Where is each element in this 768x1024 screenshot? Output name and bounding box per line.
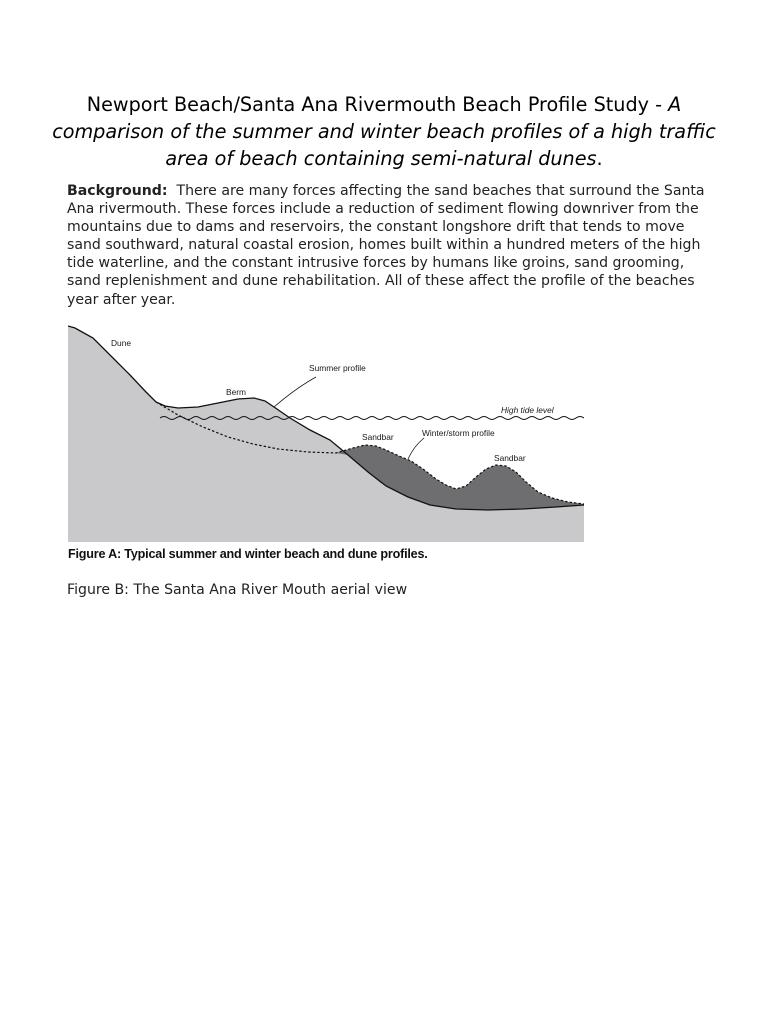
title-end: . bbox=[596, 147, 603, 170]
label-sandbar-left: Sandbar bbox=[362, 432, 394, 442]
page-title bbox=[40, 91, 728, 172]
label-summer-profile: Summer profile bbox=[309, 363, 366, 373]
label-berm: Berm bbox=[226, 387, 247, 397]
figure-a-beach-profile-diagram bbox=[68, 322, 584, 568]
label-winter-storm-profile: Winter/storm profile bbox=[422, 428, 495, 438]
beach-profile-svg bbox=[68, 322, 584, 568]
label-high-tide-level: High tide level bbox=[501, 405, 554, 415]
title-plain: Newport Beach/Santa Ana Rivermouth Beach Profile Study - bbox=[86, 93, 669, 116]
figure-a-caption: Figure A: Typical summer and winter beach and dune profiles. bbox=[68, 547, 428, 561]
background-paragraph bbox=[67, 182, 717, 309]
figure-b-caption: Figure B: The Santa Ana River Mouth aerial view bbox=[67, 582, 408, 598]
label-dune: Dune bbox=[111, 338, 132, 348]
label-sandbar-right: Sandbar bbox=[494, 453, 526, 463]
title-italic-subtitle: A comparison of the summer and winter beach profiles of a high traffic area of beach containing semi-natural dunes bbox=[52, 93, 716, 170]
background-text: There are many forces affecting the sand beaches that surround the Santa Ana rivermouth. These forces include a reduction of sediment flowing downriver from the mountains due to dams and reservoirs, the constant longshore drift that tends to move sand southward, natural coastal erosion, homes built within a hundred meters of the high tide waterline, and the constant intrusive forces by humans like groins, sand grooming, sand replenishment and dune rehabilitation. All of these affect the profile of the beaches year after year. bbox=[67, 183, 705, 308]
background-label: Background: bbox=[67, 183, 168, 199]
